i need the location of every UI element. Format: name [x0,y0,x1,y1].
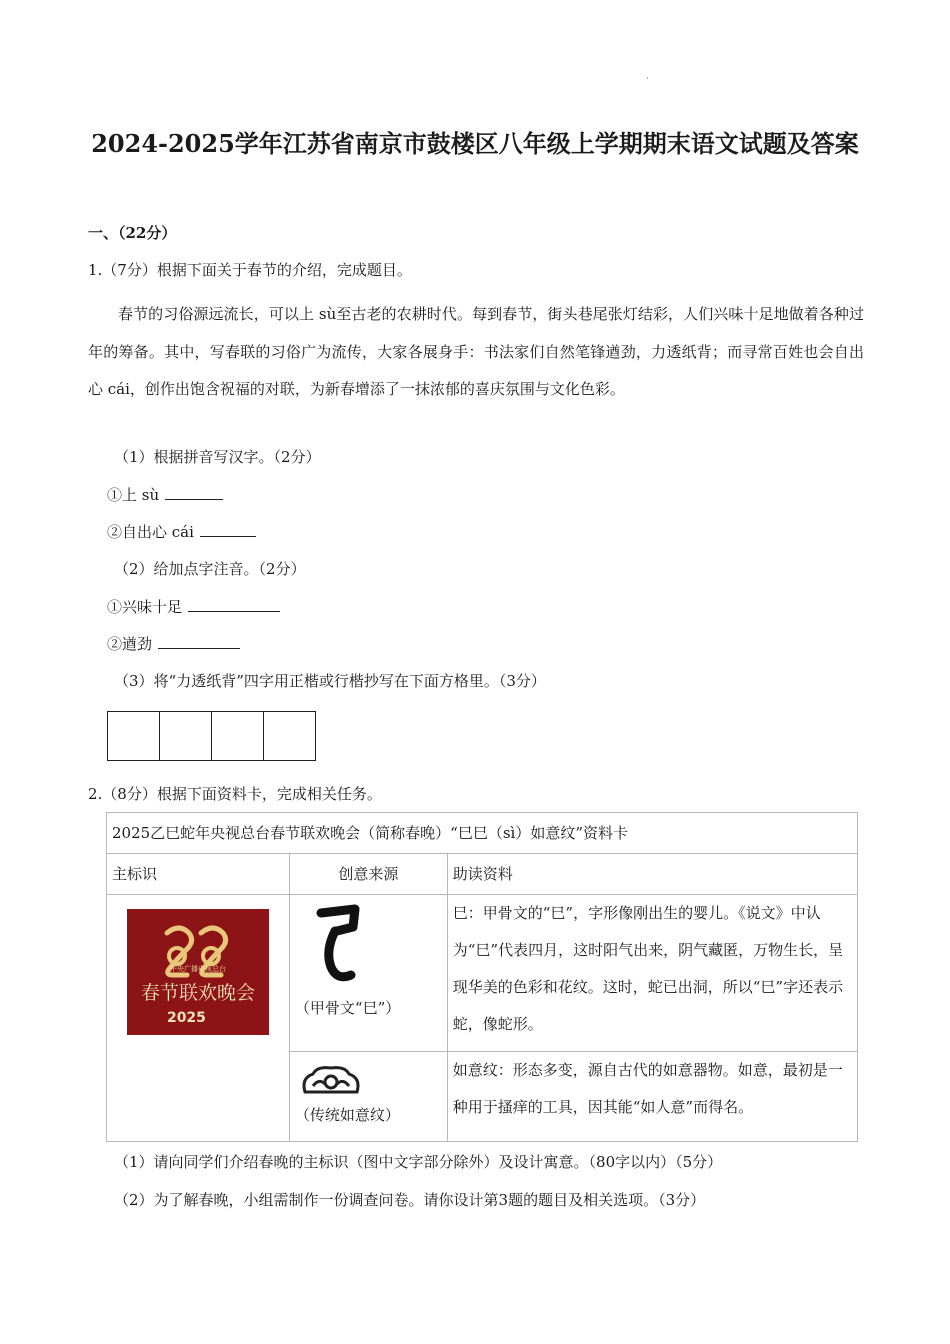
col-header-logo: 主标识 [107,854,290,895]
logo-gala-text: 春节联欢晚会 [140,982,255,1004]
answer-blank[interactable] [200,522,256,537]
q2-stem: 2.（8分）根据下面资料卡，完成相关任务。 [88,785,382,803]
q1-sub2: （2）给加点字注音。（2分） [114,560,306,578]
page-title: 2024-2025学年江苏省南京市鼓楼区八年级上学期期末语文试题及答案 [91,129,859,158]
section-heading: 一、（22分） [88,224,177,242]
grid-cell[interactable] [108,712,160,760]
q1-sub1-b-label: ②自出心 cái [107,523,194,541]
q1-sub1: （1）根据拼音写汉字。（2分） [114,448,321,466]
logo-cctv-text: 中央广播电视总台 [169,965,226,973]
col-header-source: 创意来源 [289,854,447,895]
logo-year-text: 2025 [166,1010,206,1026]
q1-sub2-a [107,596,280,618]
q1-sub2-b [107,633,240,655]
q2-task2: （2）为了解春晚，小组需制作一份调查问卷。请你设计第3题的题目及相关选项。（3分） [114,1191,706,1209]
q1-sub1-a-label: ①上 sù [107,486,160,504]
writing-grid [107,711,316,761]
source1-caption: （甲骨文“巳”） [294,999,401,1017]
q2-task1: （1）请向同学们介绍春晚的主标识（图中文字部分除外）及设计寓意。（80字以内）（5分） [114,1153,723,1171]
source2-caption: （传统如意纹） [294,1106,400,1125]
grid-cell[interactable] [212,712,264,760]
source1-cell [289,895,447,1052]
reading1-text: 巳：甲骨文的“巳”，字形像刚出生的婴儿。《说文》中认为“巳”代表四月，这时阳气出来，阴气藏匿，万物生长，呈现华美的色彩和花纹。这时，蛇已出洞，所以“巳”字还表示蛇，像蛇形。 [447,895,857,1052]
q1-sub1-b [107,521,256,543]
grid-cell[interactable] [160,712,212,760]
source2-cell [289,1052,447,1142]
grid-cell[interactable] [264,712,315,760]
q1-sub3: （3）将“力透纸背”四字用正楷或行楷抄写在下面方格里。（3分） [114,672,546,690]
answer-blank[interactable] [165,485,223,500]
answer-blank[interactable] [158,634,240,649]
q1-sub1-a [107,484,223,506]
logo-cell [107,895,290,1142]
ruyi-pattern-icon [299,1064,363,1100]
q1-stem: 1.（7分）根据下面关于春节的介绍，完成题目。 [88,261,412,279]
page-dot: · [646,74,649,84]
answer-blank[interactable] [188,597,280,612]
q1-passage: 春节的习俗源远流长，可以上 sù至古老的农耕时代。每到春节，街头巷尾张灯结彩，人们兴味十足地做着各种过年的筹备。其中，写春联的习俗广为流传，大家各展身手：书法家们自然笔锋遒劲，力透纸背；而寻常百姓也会自出心 cái，创作出饱含祝福的对联，为新春增添了一抹浓郁的喜庆氛围与文化色彩。 [88,305,864,398]
q1-sub2-b-label: ②遒劲 [107,635,153,653]
col-header-reading: 助读资料 [447,854,857,895]
info-card-table [106,812,858,1142]
card-title: 2025乙巳蛇年央视总台春节联欢晚会（简称春晚）“巳巳（sì）如意纹”资料卡 [107,813,858,854]
reading2-text: 如意纹：形态多变，源自古代的如意器物。如意，最初是一种用于搔痒的工具，因其能“如人意”而得名。 [447,1052,857,1142]
cctv-gala-logo [127,909,269,1035]
q1-sub2-a-label: ①兴味十足 [107,598,183,616]
oracle-bone-si-icon [309,901,379,993]
